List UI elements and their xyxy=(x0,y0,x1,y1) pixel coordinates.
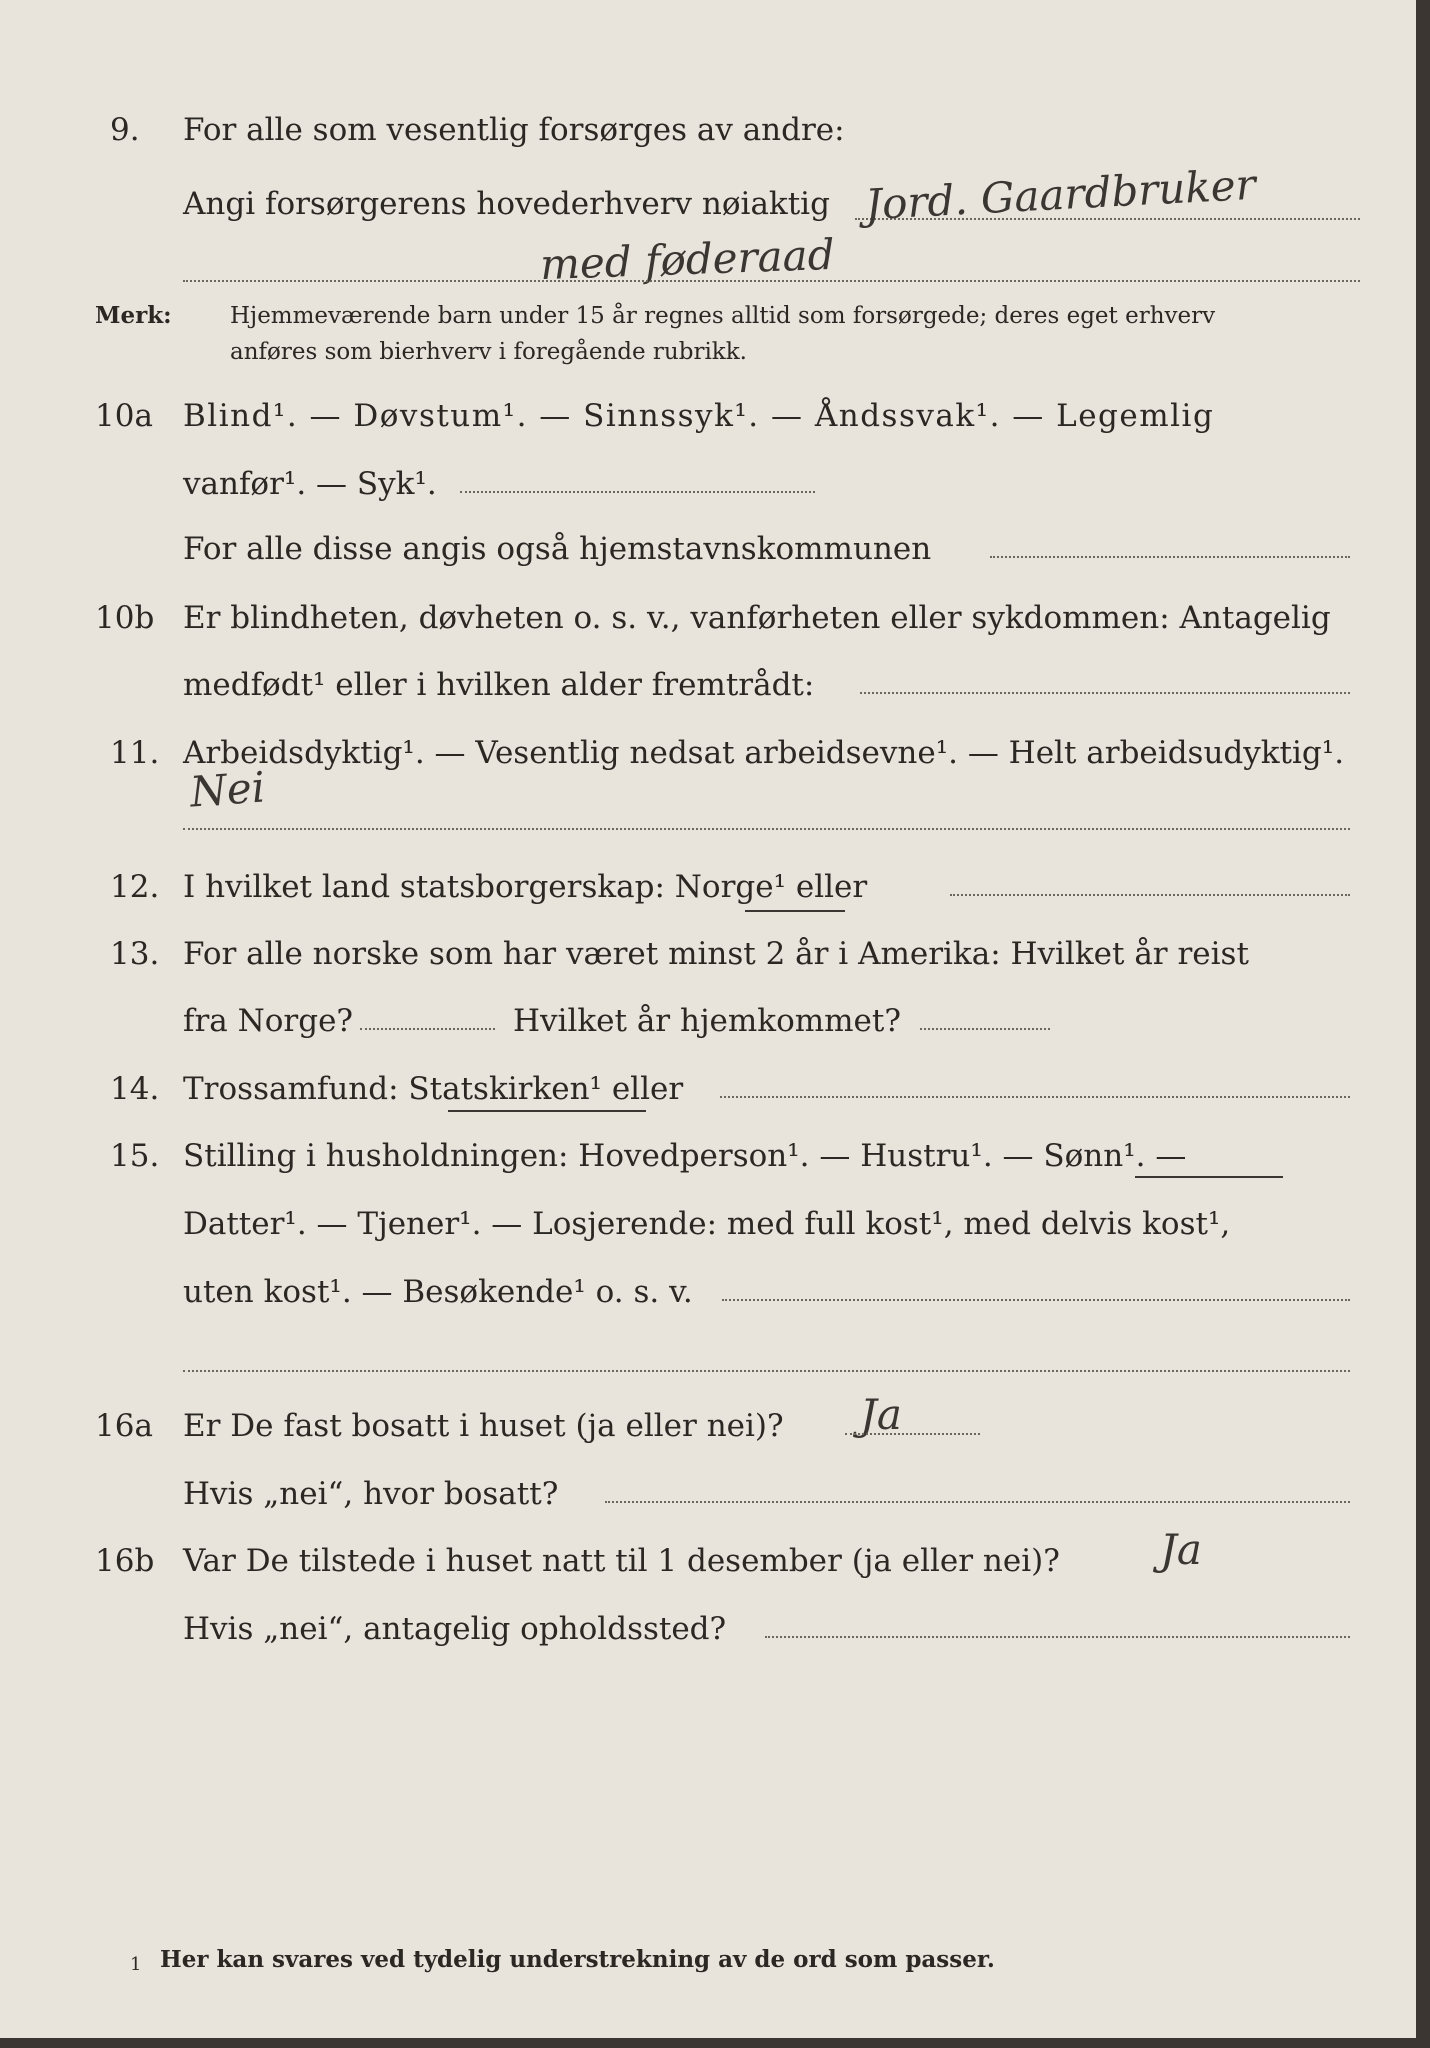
q11-line1: Arbeidsdyktig¹. — Vesentlig nedsat arbeidsevne¹. — Helt arbeidsudyktig¹. xyxy=(183,735,1345,771)
merk-line2: anføres som bierhverv i foregående rubrikk. xyxy=(230,339,747,365)
q10a-number: 10a xyxy=(95,398,153,434)
q15-number: 15. xyxy=(110,1138,160,1174)
q16b-line2: Hvis „nei“, antagelig opholdssted? xyxy=(183,1611,727,1647)
q9-answer-line2 xyxy=(183,280,1360,282)
q14-line1: Trossamfund: Statskirken¹ eller xyxy=(183,1071,684,1107)
q13-hjemkommet-answer-line xyxy=(920,1028,1050,1030)
q15-line1: Stilling i husholdningen: Hovedperson¹. — Hustru¹. — Sønn¹. — xyxy=(183,1138,1187,1174)
q10b-line2: medfødt¹ eller i hvilken alder fremtrådt: xyxy=(183,667,815,703)
q10a-line1: Blind¹. — Døvstum¹. — Sinnssyk¹. — Åndssvak¹. — Legemlig xyxy=(183,398,1215,434)
q13-reist-answer-line xyxy=(360,1028,495,1030)
merk-line1: Hjemmeværende barn under 15 år regnes alltid som forsørgede; deres eget erhverv xyxy=(230,303,1216,329)
footnote-mark: 1 xyxy=(130,1954,142,1975)
q14-statskirken-underline xyxy=(448,1110,646,1112)
q14-answer-line xyxy=(720,1096,1350,1098)
q16b-number: 16b xyxy=(95,1543,155,1579)
q9-handwritten-answer1: Jord. Gaardbruker xyxy=(863,159,1257,230)
q12-number: 12. xyxy=(110,869,160,905)
page-edge-bottom xyxy=(0,2038,1430,2048)
q13-line1: For alle norske som har været minst 2 år i Amerika: Hvilket år reist xyxy=(183,936,1249,972)
q11-handwritten-answer: Nei xyxy=(188,762,267,817)
q9-line2: Angi forsørgerens hovederhverv nøiaktig xyxy=(183,186,830,222)
q16a-line1: Er De fast bosatt i huset (ja eller nei)? xyxy=(183,1408,784,1444)
q15-line3: uten kost¹. — Besøkende¹ o. s. v. xyxy=(183,1274,693,1310)
q16a-number: 16a xyxy=(95,1408,153,1444)
q16b-handwritten-answer: Ja xyxy=(1160,1525,1202,1574)
q13-number: 13. xyxy=(110,936,160,972)
q10b-answer-line xyxy=(860,692,1350,694)
q10b-number: 10b xyxy=(95,600,155,636)
q10a-line2: vanfør¹. — Syk¹. xyxy=(183,466,437,502)
q13-line2a: fra Norge? xyxy=(183,1003,354,1039)
merk-label: Merk: xyxy=(95,302,172,329)
q12-line1: I hvilket land statsborgerskap: Norge¹ eller xyxy=(183,869,868,905)
q16a-line2: Hvis „nei“, hvor bosatt? xyxy=(183,1476,559,1512)
q16a-handwritten-answer: Ja xyxy=(860,1390,902,1439)
q16a-answer-line xyxy=(845,1433,980,1435)
q11-answer-line xyxy=(183,828,1350,830)
q10a-answer-line1 xyxy=(460,491,815,493)
footnote-text: Her kan svares ved tydelig understrekning av de ord som passer. xyxy=(160,1946,995,1973)
q9-number: 9. xyxy=(110,112,140,148)
q15-sonn-underline xyxy=(1135,1176,1283,1178)
q15-answer-line2 xyxy=(183,1370,1350,1372)
q16b-line1: Var De tilstede i huset natt til 1 desember (ja eller nei)? xyxy=(183,1543,1060,1579)
q16a-bosatt-answer-line xyxy=(605,1501,1350,1503)
q15-line2: Datter¹. — Tjener¹. — Losjerende: med full kost¹, med delvis kost¹, xyxy=(183,1206,1231,1242)
q12-norge-underline xyxy=(745,910,845,912)
q10a-answer-line2 xyxy=(990,556,1350,558)
q9-line1: For alle som vesentlig forsørges av andre: xyxy=(183,112,845,148)
q12-answer-line xyxy=(950,894,1350,896)
q10a-line3: For alle disse angis også hjemstavnskommunen xyxy=(183,531,932,567)
q16b-answer-line xyxy=(765,1636,1350,1638)
q15-answer-line1 xyxy=(722,1299,1350,1301)
q14-number: 14. xyxy=(110,1071,160,1107)
page-edge-right xyxy=(1416,0,1430,2048)
q10b-line1: Er blindheten, døvheten o. s. v., vanførheten eller sykdommen: Antagelig xyxy=(183,600,1331,636)
q9-handwritten-answer2: med føderaad xyxy=(539,229,836,290)
q11-number: 11. xyxy=(110,735,160,771)
q13-line2b: Hvilket år hjemkommet? xyxy=(513,1003,901,1039)
